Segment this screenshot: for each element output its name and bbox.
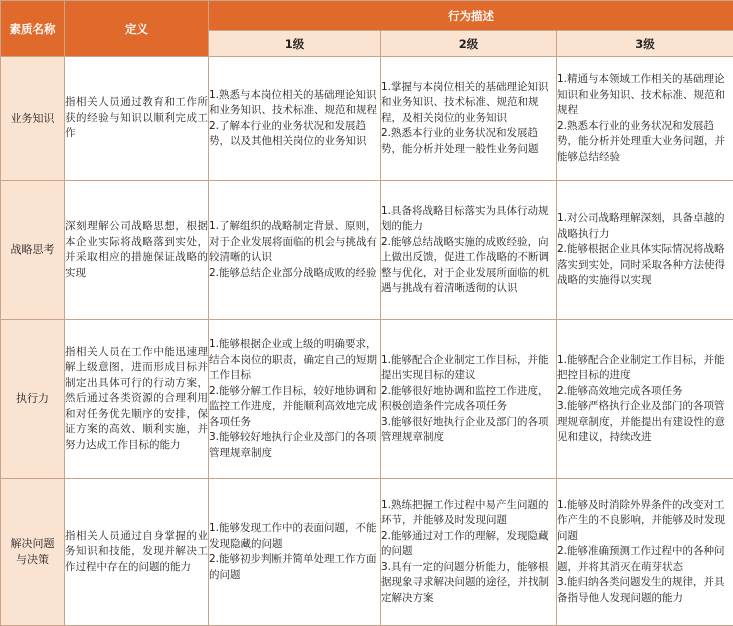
col-header-definition: 定义 [65,1,209,57]
col-header-name: 素质名称 [1,1,65,57]
competency-definition: 指相关人员在工作中能迅速理解上级意图，进而形成目标并制定出具体可行的行动方案，然后通过各类资源的合理利用和对任务优先顺序的安排，保证方案的高效、顺利实施，并努力达成工作目标的能力 [65,320,209,479]
level-header-2: 2级 [381,31,557,57]
competency-name: 执行力 [1,320,65,479]
level1-description: 1.能够发现工作中的表面问题，不能发现隐藏的问题 2.能够初步判断并简单处理工作方面的问题 [209,479,381,626]
table-row [1,320,733,479]
competency-name: 解决问题 与决策 [1,479,65,626]
level3-description: 1.能够及时消除外界条件的改变对工作产生的不良影响，并能够及时发现问题 2.能够准确预测工作过程中的各种问题，并将其消灭在萌芽状态 3.能归纳各类问题发生的规律，并具备指导他人发现问题的能力 [557,479,733,626]
level1-description: 1.能够根据企业或上级的明确要求，结合本岗位的职责，确定自己的短期工作目标 2.能够分解工作目标，较好地协调和监控工作进度，并能顺利高效地完成各项任务 3.能够较好地执行企业及部门的各项管理规章制度 [209,320,381,479]
table-row [1,57,733,181]
level2-description: 1.具备将战略目标落实为具体行动规划的能力 2.能够总结战略实施的成败经验，向上做出反馈，促进工作战略的不断调整与优化，对于企业发展所面临的机遇与挑战有着清晰透彻的认识 [381,181,557,320]
level-header-1: 1级 [209,31,381,57]
level2-description: 1.掌握与本岗位相关的基础理论知识和业务知识、技术标准、规范和规程，及相关岗位的业务知识 2.熟悉本行业的业务状况和发展趋势，能分析并处理一般性业务问题 [381,57,557,181]
level1-description: 1.了解组织的战略制定背景、原则，对于企业发展将面临的机会与挑战有较清晰的认识 2.能够总结企业部分战略成败的经验 [209,181,381,320]
competency-definition: 指相关人员通过自身掌握的业务知识和技能，发现并解决工作过程中存在的问题的能力 [65,479,209,626]
table-row [1,181,733,320]
level1-description: 1.熟悉与本岗位相关的基础理论知识和业务知识、技术标准、规范和规程 2.了解本行业的业务状况和发展趋势，以及其他相关岗位的业务知识 [209,57,381,181]
level3-description: 1.能够配合企业制定工作目标，并能把控目标的进度 2.能够高效地完成各项任务 3.能够严格执行企业及部门的各项管理规章制度，并能提出有建设性的意见和建议，持续改进 [557,320,733,479]
level2-description: 1.熟练把握工作过程中易产生问题的环节，并能够及时发现问题 2.能够通过对工作的理解，发现隐藏的问题 3.具有一定的问题分析能力，能够根据现象寻求解决问题的途径，并找制定解决方案 [381,479,557,626]
level3-description: 1.精通与本领域工作相关的基础理论知识和业务知识、技术标准、规范和规程 2.熟悉本行业的业务状况和发展趋势，能分析并处理重大业务问题，并能够总结经验 [557,57,733,181]
competency-name: 业务知识 [1,57,65,181]
table-row [1,479,733,626]
col-header-behavior: 行为描述 [209,1,733,31]
header-row-1 [1,1,733,31]
competency-definition: 深刻理解公司战略思想，根据本企业实际将战略落到实处，并采取相应的措施保证战略的实现 [65,181,209,320]
level2-description: 1.能够配合企业制定工作目标，并能提出实现目标的建议 2.能够很好地协调和监控工作进度，积极创造条件完成各项任务 3.能够很好地执行企业及部门的各项管理规章制度 [381,320,557,479]
competency-name: 战略思考 [1,181,65,320]
competency-definition: 指相关人员通过教育和工作所获的经验与知识以顺利完成工作 [65,57,209,181]
level3-description: 1.对公司战略理解深刻，具备卓越的战略执行力 2.能够根据企业具体实际情况将战略落实到实处，同时采取各种方法使得战略的实施得以实现 [557,181,733,320]
level-header-3: 3级 [557,31,733,57]
